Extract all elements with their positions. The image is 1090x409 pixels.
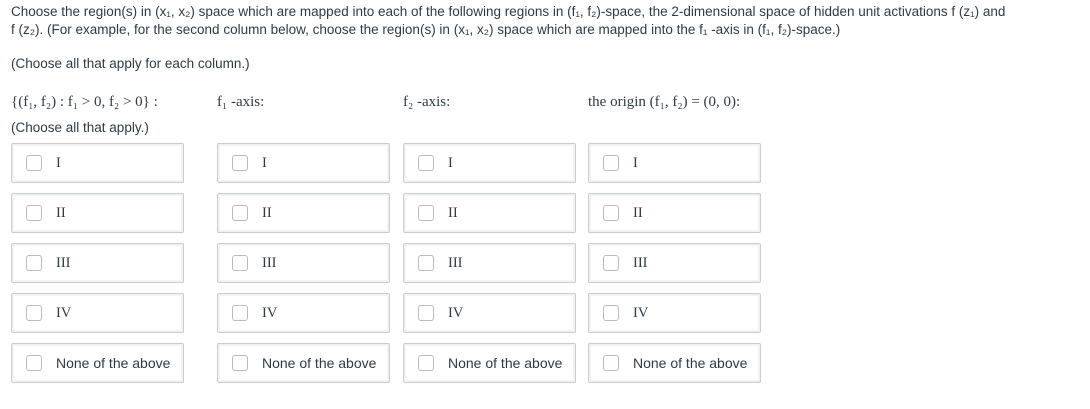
- checkbox[interactable]: [603, 205, 619, 221]
- option-label: III: [262, 254, 277, 271]
- option-label: None of the above: [56, 355, 171, 371]
- option-I[interactable]: [217, 143, 390, 183]
- option-label: III: [633, 254, 648, 271]
- option-none-of-the-above[interactable]: [588, 343, 761, 383]
- column-header-f2-axis: [403, 93, 450, 111]
- column-sub-instruction: (Choose all that apply.): [11, 120, 149, 135]
- answer-column-origin: [588, 143, 761, 393]
- option-IV[interactable]: [403, 293, 576, 333]
- column-header-first-quadrant-text: {(f₁, f₂) : f₁ > 0, f₂ > 0} :: [11, 94, 158, 110]
- checkbox[interactable]: [603, 255, 619, 271]
- option-label: III: [56, 254, 71, 271]
- checkbox[interactable]: [26, 205, 42, 221]
- checkbox[interactable]: [232, 355, 248, 371]
- option-label: IV: [56, 304, 72, 321]
- option-none-of-the-above[interactable]: [403, 343, 576, 383]
- checkbox[interactable]: [418, 355, 434, 371]
- checkbox[interactable]: [26, 155, 42, 171]
- column-header-f2-axis-text: f₂ -axis:: [403, 94, 451, 110]
- checkbox[interactable]: [418, 205, 434, 221]
- column-header-f1-axis: [217, 93, 264, 111]
- option-label: II: [448, 204, 458, 221]
- option-III[interactable]: [588, 243, 761, 283]
- option-label: I: [448, 154, 453, 171]
- checkbox[interactable]: [418, 255, 434, 271]
- option-label: II: [262, 204, 272, 221]
- option-II[interactable]: [588, 193, 761, 233]
- option-III[interactable]: [403, 243, 576, 283]
- option-II[interactable]: [11, 193, 184, 233]
- answer-column-first-quadrant: [11, 143, 184, 393]
- answer-column-f2-axis: [403, 143, 576, 393]
- checkbox[interactable]: [603, 305, 619, 321]
- checkbox[interactable]: [418, 155, 434, 171]
- question-prompt: [11, 3, 1081, 38]
- option-label: None of the above: [633, 355, 748, 371]
- option-none-of-the-above[interactable]: [11, 343, 184, 383]
- option-label: IV: [262, 304, 278, 321]
- question-prompt-line-2: f (z₂). (For example, for the second column below, choose the region(s) in (x₁, x₂) space which are mapped into the f₁ -axis in (f₁, f₂)-space.): [11, 21, 841, 37]
- column-header-f1-axis-text: f₁ -axis:: [217, 94, 265, 110]
- option-label: II: [633, 204, 643, 221]
- checkbox[interactable]: [232, 255, 248, 271]
- option-IV[interactable]: [11, 293, 184, 333]
- checkbox[interactable]: [26, 355, 42, 371]
- option-IV[interactable]: [217, 293, 390, 333]
- column-header-origin: [588, 93, 740, 111]
- option-III[interactable]: [217, 243, 390, 283]
- option-II[interactable]: [217, 193, 390, 233]
- option-label: IV: [448, 304, 464, 321]
- option-label: II: [56, 204, 66, 221]
- instruction-text: (Choose all that apply for each column.): [11, 56, 250, 71]
- answer-column-f1-axis: [217, 143, 390, 393]
- checkbox[interactable]: [232, 155, 248, 171]
- option-label: None of the above: [448, 355, 563, 371]
- checkbox[interactable]: [603, 155, 619, 171]
- option-none-of-the-above[interactable]: [217, 343, 390, 383]
- option-label: I: [633, 154, 638, 171]
- option-label: IV: [633, 304, 649, 321]
- option-label: None of the above: [262, 355, 377, 371]
- checkbox[interactable]: [232, 305, 248, 321]
- option-IV[interactable]: [588, 293, 761, 333]
- checkbox[interactable]: [418, 305, 434, 321]
- option-I[interactable]: [588, 143, 761, 183]
- option-III[interactable]: [11, 243, 184, 283]
- option-I[interactable]: [403, 143, 576, 183]
- column-header-origin-text: the origin (f₁, f₂) = (0, 0):: [588, 94, 741, 110]
- option-label: I: [56, 154, 61, 171]
- checkbox[interactable]: [26, 255, 42, 271]
- column-header-first-quadrant: [11, 93, 158, 111]
- question-prompt-line-1: Choose the region(s) in (x₁, x₂) space which are mapped into each of the following regions in (f₁, f₂)-space, the 2-dimensional space of hidden unit activations f (z₁) and: [11, 4, 1006, 19]
- option-I[interactable]: [11, 143, 184, 183]
- option-label: I: [262, 154, 267, 171]
- checkbox[interactable]: [232, 205, 248, 221]
- option-label: III: [448, 254, 463, 271]
- option-II[interactable]: [403, 193, 576, 233]
- checkbox[interactable]: [603, 355, 619, 371]
- checkbox[interactable]: [26, 305, 42, 321]
